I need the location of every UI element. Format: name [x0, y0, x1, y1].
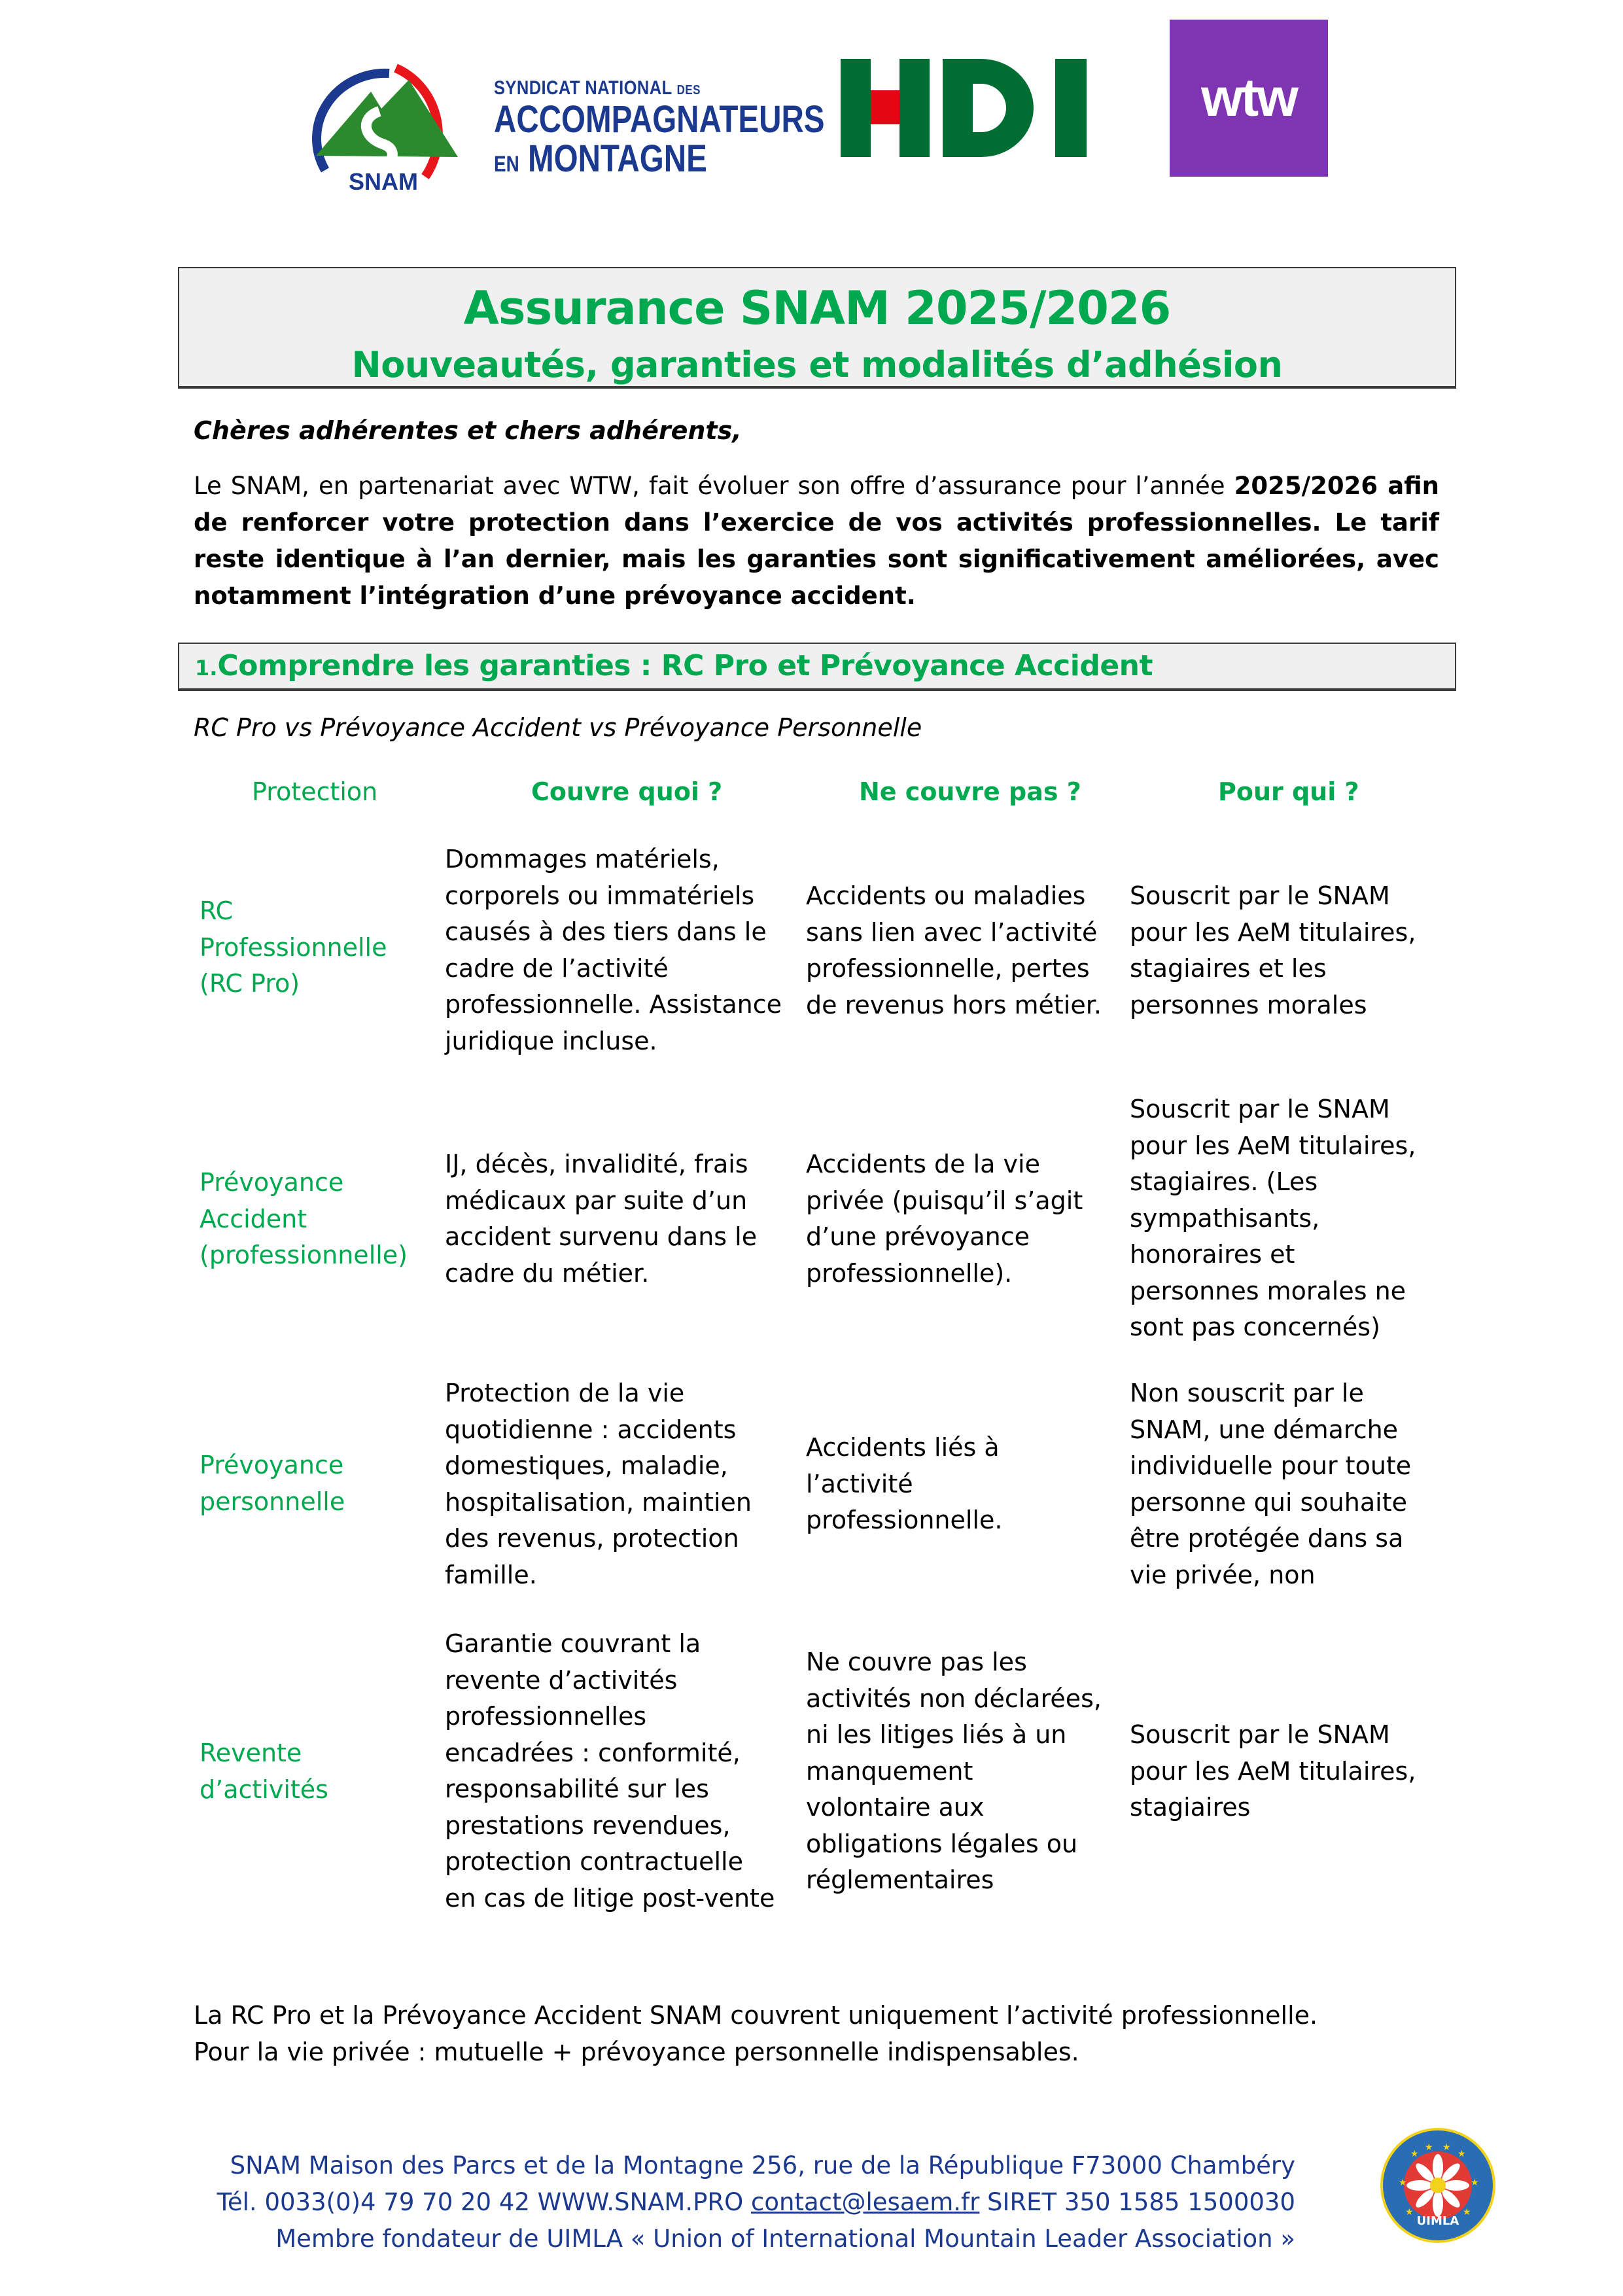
svg-text:UIMLA: UIMLA: [1416, 2214, 1459, 2228]
table-header-covers: Couvre quoi ?: [531, 777, 723, 806]
table-row-rc-pro-excludes: Accidents ou maladies sans lien avec l’activité professionnelle, pertes de revenus hors métier.: [806, 881, 1102, 1019]
table-subtitle: RC Pro vs Prévoyance Accident vs Prévoyance Personnelle: [194, 713, 922, 742]
footer-member: Membre fondateur de UIMLA « Union of International Mountain Leader Association »: [275, 2225, 1295, 2253]
snam-logo: [298, 46, 825, 203]
table-row-rc-pro-covers: Dommages matériels, corporels ou immatériels causés à des tiers dans le cadre de l’activité professionnelle. Assistance juridique incluse.: [445, 845, 782, 1055]
page-title: Assurance SNAM 2025/2026: [463, 281, 1171, 335]
table-row-prevoyance-personnelle-protection: Prévoyance personnelle: [200, 1451, 345, 1516]
wtw-logo: [1170, 20, 1328, 177]
table-row-rc-pro-for-whom: Souscrit par le SNAM pour les AeM titulaires, stagiaires et les personnes morales: [1130, 881, 1416, 1019]
table-header-for-whom: Pour qui ?: [1218, 777, 1359, 806]
intro-paragraph: Le SNAM, en partenariat avec WTW, fait évoluer son offre d’assurance pour l’année 2025/2026 afin de renforcer votre protection dans l’exercice de vos activités professionnelles. Le tarif reste identique à l’an dernier, mais les garanties sont significativement améliorées, avec notamment l’intégration d’une prévoyance accident.: [194, 472, 1439, 610]
uimla-badge-icon: [1379, 2127, 1497, 2244]
table-row-prevoyance-accident-covers: IJ, décès, invalidité, frais médicaux par suite d’un accident survenu dans le cadre du métier.: [445, 1150, 758, 1288]
uimla-logo: [1379, 2127, 1497, 2244]
svg-text:★: ★: [1425, 2142, 1433, 2153]
table-row-prevoyance-accident-excludes: Accidents de la vie privée (puisqu’il s’agit d’une prévoyance professionnelle).: [806, 1150, 1083, 1288]
table-header-excludes: Ne couvre pas ?: [859, 777, 1081, 806]
table-row-prevoyance-accident-for-whom: Souscrit par le SNAM pour les AeM titulaires, stagiaires. (Les sympathisants, honoraires et personnes morales ne sont pas concernés): [1130, 1095, 1416, 1341]
section-heading: Comprendre les garanties : RC Pro et Prévoyance Accident: [217, 649, 1153, 682]
svg-text:SNAM: SNAM: [349, 168, 418, 195]
table-row-revente-excludes: Ne couvre pas les activités non déclarées, ni les litiges liés à un manquement volontaire aux obligations légales ou réglementaires: [806, 1648, 1102, 1894]
svg-text:★: ★: [1442, 2142, 1451, 2153]
table-row-revente-protection: Revente d’activités: [200, 1739, 328, 1804]
table-row-prevoyance-accident-protection: Prévoyance Accident (professionnelle): [200, 1168, 408, 1269]
snam-wordmark: SYNDICAT NATIONAL DES ACCOMPAGNATEURS EN MONTAGNE: [494, 77, 825, 180]
svg-text:★: ★: [1410, 2149, 1419, 2159]
table-row-prevoyance-personnelle-excludes: Accidents liés à l’activité professionnelle.: [806, 1433, 1003, 1534]
greeting: Chères adhérentes et chers adhérents,: [194, 416, 742, 445]
table-row-prevoyance-personnelle-covers: Protection de la vie quotidienne : accidents domestiques, maladie, hospitalisation, maintien des revenus, protection famille.: [445, 1379, 752, 1589]
footer-contact: [196, 2147, 1295, 2257]
footer-email-link[interactable]: contact@lesaem.fr: [751, 2188, 980, 2216]
svg-text:★: ★: [1463, 2207, 1471, 2217]
page-subtitle: Nouveautés, garanties et modalités d’adhésion: [351, 344, 1283, 385]
footer-phone-line: Tél. 0033(0)4 79 70 20 42 WWW.SNAM.PRO contact@lesaem.fr SIRET 350 1585 1500030: [217, 2188, 1295, 2216]
snam-mountain-icon: [298, 46, 468, 203]
section-number: 1.: [195, 656, 218, 680]
svg-text:★: ★: [1405, 2207, 1414, 2217]
table-row-prevoyance-personnelle-for-whom: Non souscrit par le SNAM, une démarche individuelle pour toute personne qui souhaite être protégée dans sa vie privée, non: [1130, 1379, 1412, 1589]
table-header-protection: Protection: [252, 777, 378, 806]
svg-text:★: ★: [1457, 2149, 1466, 2159]
wtw-logo-text: wtw: [1201, 68, 1297, 128]
table-row-rc-pro-protection: RC Professionnelle (RC Pro): [200, 896, 387, 998]
svg-text:★: ★: [1399, 2178, 1407, 2188]
hdi-logo-icon: [841, 59, 1089, 157]
table-row-revente-for-whom: Souscrit par le SNAM pour les AeM titulaires, stagiaires: [1130, 1720, 1416, 1822]
coverage-note: La RC Pro et la Prévoyance Accident SNAM couvrent uniquement l’activité professionnelle. Pour la vie privée : mutuelle + prévoyance personnelle indispensables.: [194, 2001, 1318, 2066]
hdi-logo: [841, 59, 1089, 157]
footer-address: SNAM Maison des Parcs et de la Montagne 256, rue de la République F73000 Chambéry: [230, 2151, 1295, 2180]
section-heading-box: [178, 643, 1456, 691]
table-row-revente-covers: Garantie couvrant la revente d’activités professionnelles encadrées : conformité, responsabilité sur les prestations revendues, protection contractuelle en cas de litige post-vente: [445, 1629, 775, 1913]
title-box: [178, 267, 1456, 389]
svg-text:★: ★: [1471, 2178, 1479, 2188]
